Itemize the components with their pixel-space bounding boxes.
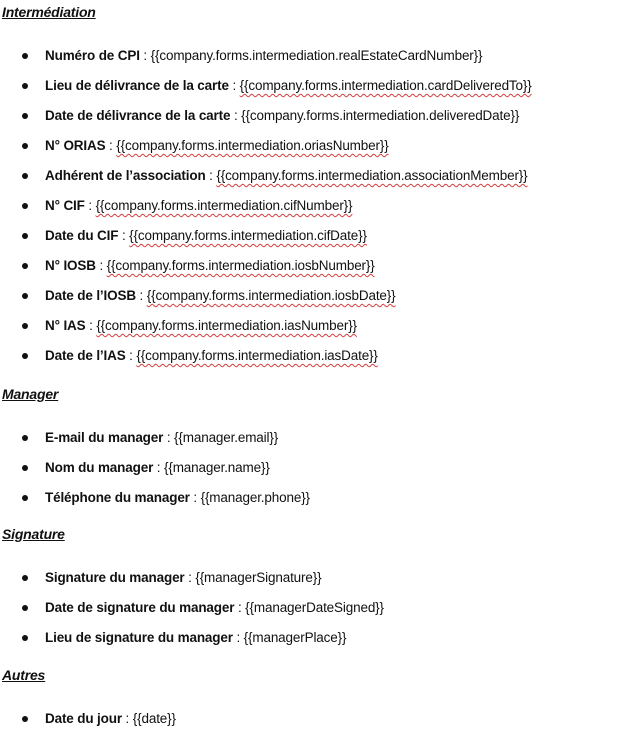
item-label: N° CIF [45, 198, 85, 213]
item-value: {{company.forms.intermediation.cifNumber}} [95, 198, 353, 213]
item-label: N° ORIAS [45, 138, 106, 153]
bullet-icon [22, 575, 28, 581]
section-title: Signature [2, 526, 65, 542]
item-label: Date de l’IAS [45, 348, 126, 363]
bullet-icon [22, 83, 28, 89]
item-value: {{date}} [132, 711, 176, 726]
item-value: {{company.forms.intermediation.associationMember}} [216, 168, 528, 183]
item-label: Nom du manager [45, 460, 154, 475]
item-value: {{managerDateSigned}} [245, 600, 384, 615]
bullet-icon [22, 465, 28, 471]
item-label: Date du CIF [45, 228, 119, 243]
item-label: Signature du manager [45, 570, 185, 585]
item-value: {{company.forms.intermediation.iosbNumber}} [106, 258, 375, 273]
item-label: N° IOSB [45, 258, 96, 273]
item-label: E-mail du manager [45, 430, 164, 445]
bullet-icon [22, 435, 28, 441]
bullet-icon [22, 293, 28, 299]
item-value: {{managerPlace}} [243, 630, 347, 645]
bullet-icon [22, 143, 28, 149]
section-title: Intermédiation [2, 4, 96, 20]
item-label: Date de délivrance de la carte [45, 108, 231, 123]
bullet-icon [22, 263, 28, 269]
item-value: {{managerSignature}} [195, 570, 322, 585]
bullet-icon [22, 113, 28, 119]
item-value: {{company.forms.intermediation.iosbDate}} [146, 288, 396, 303]
bullet-icon [22, 233, 28, 239]
item-label: N° IAS [45, 318, 86, 333]
item-label: Lieu de délivrance de la carte [45, 78, 229, 93]
bullet-icon [22, 605, 28, 611]
item-value: {{company.forms.intermediation.iasNumber}} [96, 318, 357, 333]
bullet-icon [22, 323, 28, 329]
item-label: Date de signature du manager [45, 600, 235, 615]
bullet-icon [22, 716, 28, 722]
item-label: Lieu de signature du manager [45, 630, 233, 645]
item-value: {{company.forms.intermediation.iasDate}} [136, 348, 378, 363]
item-value: {{company.forms.intermediation.oriasNumber}} [116, 138, 389, 153]
item-label: Adhérent de l’association [45, 168, 206, 183]
item-label: Téléphone du manager [45, 490, 190, 505]
item-label: Date du jour [45, 711, 122, 726]
section-title: Manager [2, 386, 59, 402]
bullet-icon [22, 495, 28, 501]
item-value: {{manager.email}} [174, 430, 279, 445]
bullet-icon [22, 203, 28, 209]
item-value: {{company.forms.intermediation.cifDate}} [129, 228, 367, 243]
item-label: Date de l’IOSB [45, 288, 136, 303]
section-title: Autres [2, 667, 46, 683]
item-value: {{manager.name}} [163, 460, 270, 475]
item-value: {{company.forms.intermediation.deliveredDate}} [241, 108, 520, 123]
bullet-icon [22, 53, 28, 59]
bullet-icon [22, 353, 28, 359]
item-value: {{manager.phone}} [200, 490, 310, 505]
item-value: {{company.forms.intermediation.realEstateCardNumber}} [150, 48, 483, 63]
item-value: {{company.forms.intermediation.cardDeliveredTo}} [239, 78, 532, 93]
item-label: Numéro de CPI [45, 48, 140, 63]
bullet-icon [22, 635, 28, 641]
bullet-icon [22, 173, 28, 179]
